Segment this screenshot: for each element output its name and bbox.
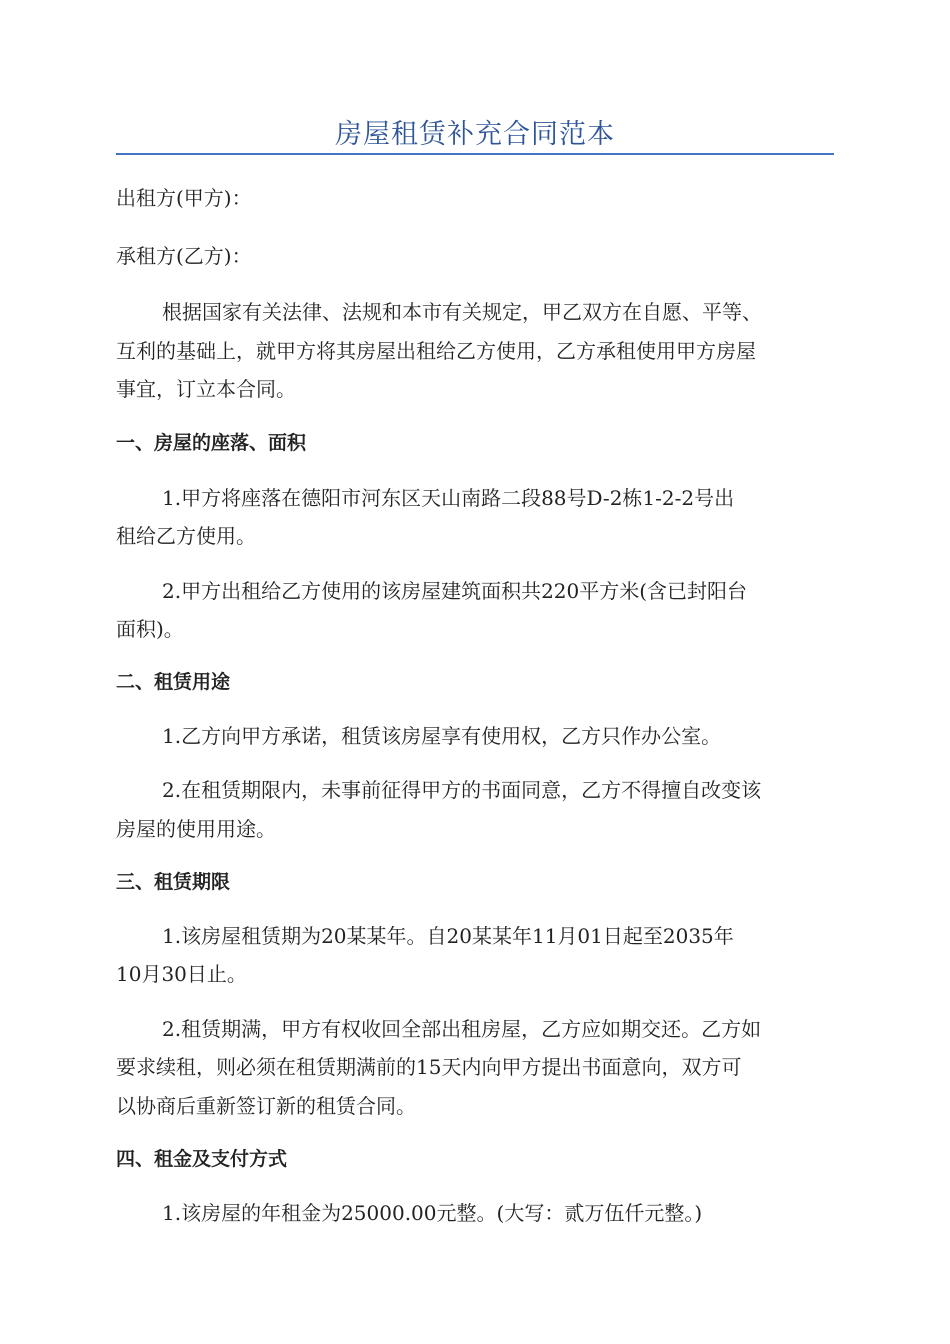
clause-line: 要求续租，则必须在租赁期满前的15天内向甲方提出书面意向，双方可 xyxy=(116,1055,742,1079)
intro-line: 根据国家有关法律、法规和本市有关规定，甲乙双方在自愿、平等、 xyxy=(162,300,762,324)
section-heading: 一、房屋的座落、面积 xyxy=(116,432,307,454)
document-title: 房屋租赁补充合同范本 xyxy=(335,119,615,150)
intro-line: 事宜，订立本合同。 xyxy=(116,377,296,401)
party-b-line: 承租方(乙方)： xyxy=(116,244,252,268)
section-heading: 四、租金及支付方式 xyxy=(116,1148,288,1170)
clause-line: 1.甲方将座落在德阳市河东区天山南路二段88号D-2栋1-2-2号出 xyxy=(162,486,735,510)
section-heading: 二、租赁用途 xyxy=(116,671,231,693)
clause-line: 10月30日止。 xyxy=(116,962,247,986)
clause-line: 2.租赁期满，甲方有权收回全部出租房屋，乙方应如期交还。乙方如 xyxy=(162,1017,762,1041)
clause-line: 2.甲方出租给乙方使用的该房屋建筑面积共220平方米(含已封阳台 xyxy=(162,579,748,603)
intro-line: 互利的基础上，就甲方将其房屋出租给乙方使用，乙方承租使用甲方房屋 xyxy=(116,339,756,363)
clause-line: 1.该房屋租赁期为20某某年。自20某某年11月01日起至2035年 xyxy=(162,924,734,948)
clause-line: 1.乙方向甲方承诺，租赁该房屋享有使用权，乙方只作办公室。 xyxy=(162,724,722,748)
clause-line: 以协商后重新签订新的租赁合同。 xyxy=(116,1094,416,1118)
clause-line: 房屋的使用用途。 xyxy=(116,817,276,841)
clause-line: 面积)。 xyxy=(116,617,184,641)
party-a-line: 出租方(甲方)： xyxy=(116,186,252,210)
clause-line: 2.在租赁期限内，未事前征得甲方的书面同意，乙方不得擅自改变该 xyxy=(162,778,762,802)
clause-line: 租给乙方使用。 xyxy=(116,524,256,548)
title-underline xyxy=(116,153,834,155)
clause-line: 1.该房屋的年租金为25000.00元整。(大写：贰万伍仟元整。) xyxy=(162,1201,703,1225)
section-heading: 三、租赁期限 xyxy=(116,871,231,893)
